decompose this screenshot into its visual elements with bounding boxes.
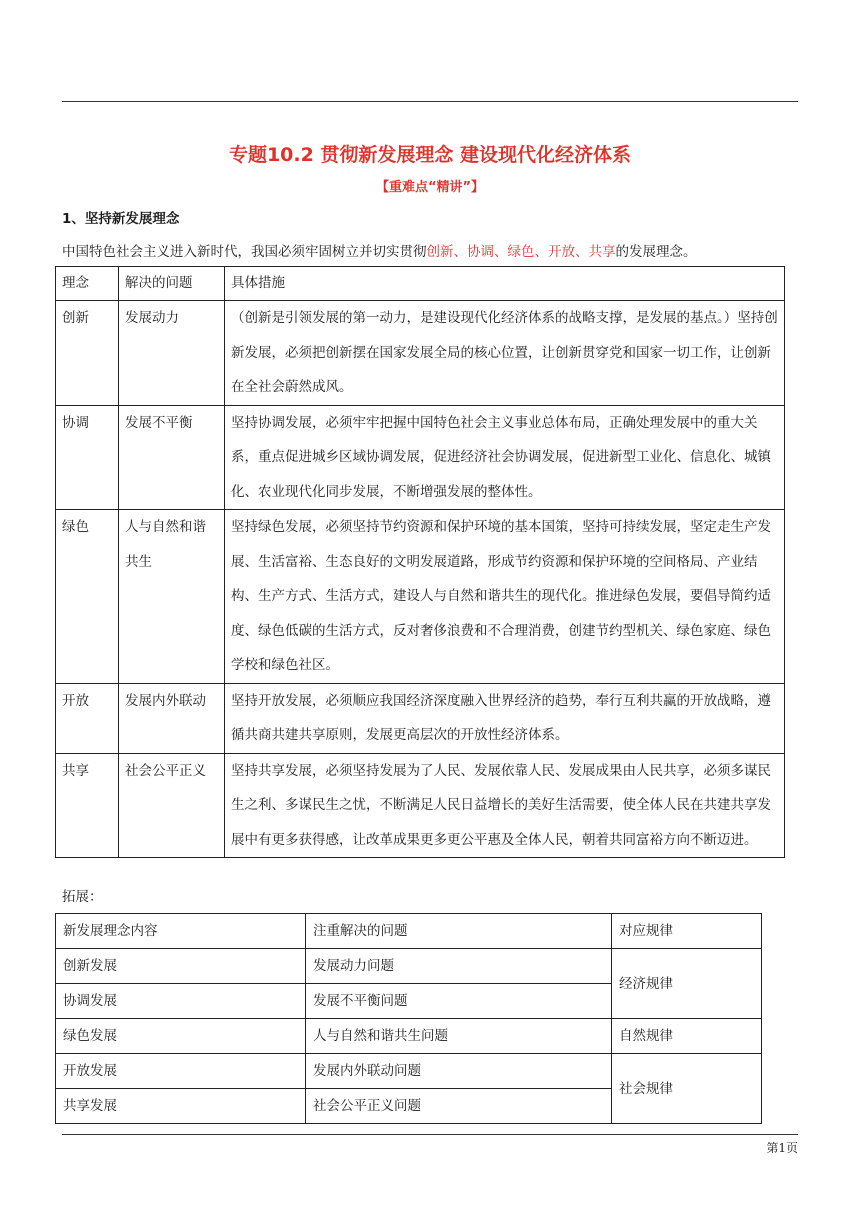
problem-cell: 社会公平正义问题 [306,1089,612,1124]
problem-cell: 人与自然和谐共生 [119,510,225,684]
table-row [56,949,762,984]
page-subtitle: 【重难点“精讲”】 [375,180,485,195]
header-cell: 新发展理念内容 [56,914,306,949]
measure-cell: 坚持协调发展，必须牢牢把握中国特色社会主义事业总体布局，正确处理发展中的重大关系，重点促进城乡区域协调发展，促进经济社会协调发展，促进新型工业化、信息化、城镇化、农业现代化同步发展，不断增强发展的整体性。 [225,405,785,510]
problem-cell: 发展内外联动问题 [306,1054,612,1089]
concept-cell: 绿色 [56,510,119,684]
law-cell: 自然规律 [612,1019,762,1054]
table-row [56,510,785,684]
page-number: 第1页 [766,1141,798,1155]
intro-paragraph [62,240,802,260]
intro-highlight: 创新、协调、绿色、开放、共享 [426,244,616,260]
table-row [56,753,785,858]
measure-cell: （创新是引领发展的第一动力，是建设现代化经济体系的战略支撑，是发展的基点。）坚持创新发展，必须把创新摆在国家发展全局的核心位置，让创新贯穿党和国家一切工作，让创新在全社会蔚然成风。 [225,301,785,406]
header-cell: 对应规律 [612,914,762,949]
problem-cell: 社会公平正义 [119,753,225,858]
content-cell: 创新发展 [56,949,306,984]
table-row [56,301,785,406]
problem-cell: 发展不平衡问题 [306,984,612,1019]
table-row [56,683,785,753]
table-header-row [56,267,785,301]
law-cell: 社会规律 [612,1054,762,1124]
concept-cell: 共享 [56,753,119,858]
intro-suffix: 的发展理念。 [615,244,697,260]
header-cell: 注重解决的问题 [306,914,612,949]
content-cell: 共享发展 [56,1089,306,1124]
header-cell: 解决的问题 [119,267,225,301]
table-row [56,1019,762,1054]
problem-cell: 发展内外联动 [119,683,225,753]
content-cell: 开放发展 [56,1054,306,1089]
table-row [56,405,785,510]
concept-table [55,266,785,858]
concept-cell: 开放 [56,683,119,753]
extension-label: 拓展： [62,889,103,905]
page-title: 专题10.2 贯彻新发展理念 建设现代化经济体系 [228,144,632,166]
problem-cell: 发展动力 [119,301,225,406]
concept-cell: 创新 [56,301,119,406]
content-cell: 绿色发展 [56,1019,306,1054]
measure-cell: 坚持开放发展，必须顺应我国经济深度融入世界经济的趋势，奉行互利共赢的开放战略，遵循共商共建共享原则，发展更高层次的开放性经济体系。 [225,683,785,753]
section-heading: 1、坚持新发展理念 [62,211,180,227]
header-rule [62,101,798,102]
extension-table [55,913,762,1124]
concept-cell: 协调 [56,405,119,510]
content-cell: 协调发展 [56,984,306,1019]
footer-rule [62,1134,798,1135]
table-header-row [56,914,762,949]
measure-cell: 坚持共享发展，必须坚持发展为了人民、发展依靠人民、发展成果由人民共享，必须多谋民生之利、多谋民生之忧，不断满足人民日益增长的美好生活需要，使全体人民在共建共享发展中有更多获得感，让改革成果更多更公平惠及全体人民，朝着共同富裕方向不断迈进。 [225,753,785,858]
intro-prefix: 中国特色社会主义进入新时代，我国必须牢固树立并切实贯彻 [62,244,427,260]
table-row [56,1054,762,1089]
header-cell: 具体措施 [225,267,785,301]
measure-cell: 坚持绿色发展，必须坚持节约资源和保护环境的基本国策，坚持可持续发展，坚定走生产发展、生活富裕、生态良好的文明发展道路，形成节约资源和保护环境的空间格局、产业结构、生产方式、生活方式，建设人与自然和谐共生的现代化。推进绿色发展，要倡导简约适度、绿色低碳的生活方式，反对奢侈浪费和不合理消费，创建节约型机关、绿色家庭、绿色学校和绿色社区。 [225,510,785,684]
problem-cell: 发展不平衡 [119,405,225,510]
problem-cell: 发展动力问题 [306,949,612,984]
law-cell: 经济规律 [612,949,762,1019]
header-cell: 理念 [56,267,119,301]
problem-cell: 人与自然和谐共生问题 [306,1019,612,1054]
